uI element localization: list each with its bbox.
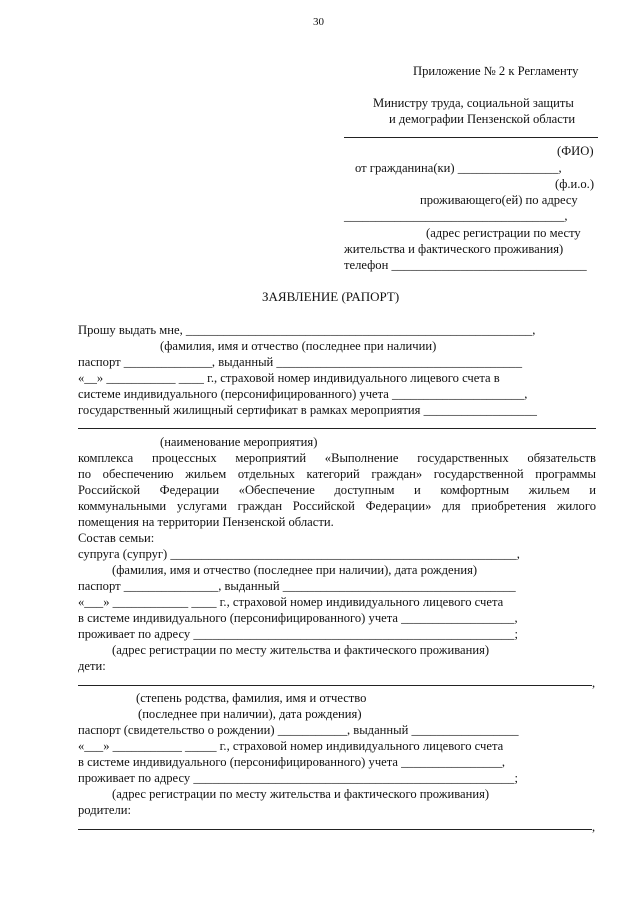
ministry-line-1: Министру труда, социальной защиты <box>373 96 574 110</box>
appendix-line: Приложение № 2 к Регламенту <box>413 64 579 78</box>
name-hint: (фамилия, имя и отчество (последнее при наличии) <box>160 339 437 353</box>
ministry-line-2: и демографии Пензенской области <box>389 112 576 126</box>
passport-line: паспорт ______________, выданный _______________________________________ <box>78 355 523 369</box>
family-heading: Состав семьи: <box>78 531 155 545</box>
spouse-hint: (фамилия, имя и отчество (последнее при наличии), дата рождения) <box>112 563 478 577</box>
residing-line: проживающего(ей) по адресу <box>420 193 578 207</box>
paragraph-line-4: коммунальными услугами граждан Российской Федерации» для приобретения жилого <box>78 499 596 513</box>
parents-comma: , <box>592 820 596 834</box>
child-address-hint: (адрес регистрации по месту жительства и фактического проживания) <box>112 787 490 801</box>
paragraph-line-2: по обеспечению жильем отдельных категорий граждан» государственной программы <box>78 467 596 481</box>
paragraph-line-5: помещения на территории Пензенской области. <box>78 515 334 529</box>
from-citizen-line: от гражданина(ки) ________________, <box>355 161 562 175</box>
spouse-address-hint: (адрес регистрации по месту жительства и фактического проживания) <box>112 643 490 657</box>
event-hint: (наименование мероприятия) <box>160 435 318 449</box>
child-passport-line: паспорт (свидетельство о рождении) ___________, выданный _________________ <box>78 723 519 737</box>
spouse-line: супруга (супруг) _______________________________________________________, <box>78 547 520 561</box>
spouse-system-line: в системе индивидуального (персонифицированного) учета __________________, <box>78 611 518 625</box>
spouse-date-line: «___» ____________ ____ г., страховой номер индивидуального лицевого счета <box>78 595 504 609</box>
parents-blank-line <box>78 829 592 830</box>
document-title: ЗАЯВЛЕНИЕ (РАПОРТ) <box>262 289 400 304</box>
paragraph-line-3: Российской Федерации «Обеспечение доступным и комфортным жильем и <box>78 483 596 497</box>
paragraph-line-1: комплекса процессных мероприятий «Выполнение государственных обязательств <box>78 451 596 465</box>
spouse-address-line: проживает по адресу ___________________________________________________; <box>78 627 518 641</box>
event-blank-line <box>78 428 596 429</box>
certificate-line: государственный жилищный сертификат в рамках мероприятия __________________ <box>78 403 537 417</box>
parents-heading: родители: <box>78 803 131 817</box>
fio-hint: (ф.и.о.) <box>555 177 595 191</box>
children-comma: , <box>592 676 596 690</box>
spouse-passport-line: паспорт _______________, выданный _____________________________________ <box>78 579 516 593</box>
address-hint-2: жительства и фактического проживания) <box>344 242 564 256</box>
page-number: 30 <box>313 16 324 28</box>
children-hint-2: (последнее при наличии), дата рождения) <box>138 707 362 721</box>
address-blank-line: ___________________________________, <box>344 209 568 223</box>
address-hint-1: (адрес регистрации по месту <box>426 226 581 240</box>
phone-line: телефон _______________________________ <box>344 258 587 272</box>
system-line: системе индивидуального (персонифицированного) учета _____________________, <box>78 387 528 401</box>
child-system-line: в системе индивидуального (персонифицированного) учета ________________, <box>78 755 506 769</box>
child-date-line: «___» ___________ _____ г., страховой номер индивидуального лицевого счета <box>78 739 504 753</box>
date-snils-line: «__» ___________ ____ г., страховой номер индивидуального лицевого счета в <box>78 371 500 385</box>
fio-label: (ФИО) <box>557 144 594 158</box>
fio-blank-line <box>344 137 598 138</box>
children-heading: дети: <box>78 659 106 673</box>
children-blank-line <box>78 685 592 686</box>
request-line: Прошу выдать мне, _______________________________________________________, <box>78 323 536 337</box>
children-hint-1: (степень родства, фамилия, имя и отчество <box>136 691 367 705</box>
child-address-line: проживает по адресу ___________________________________________________; <box>78 771 518 785</box>
